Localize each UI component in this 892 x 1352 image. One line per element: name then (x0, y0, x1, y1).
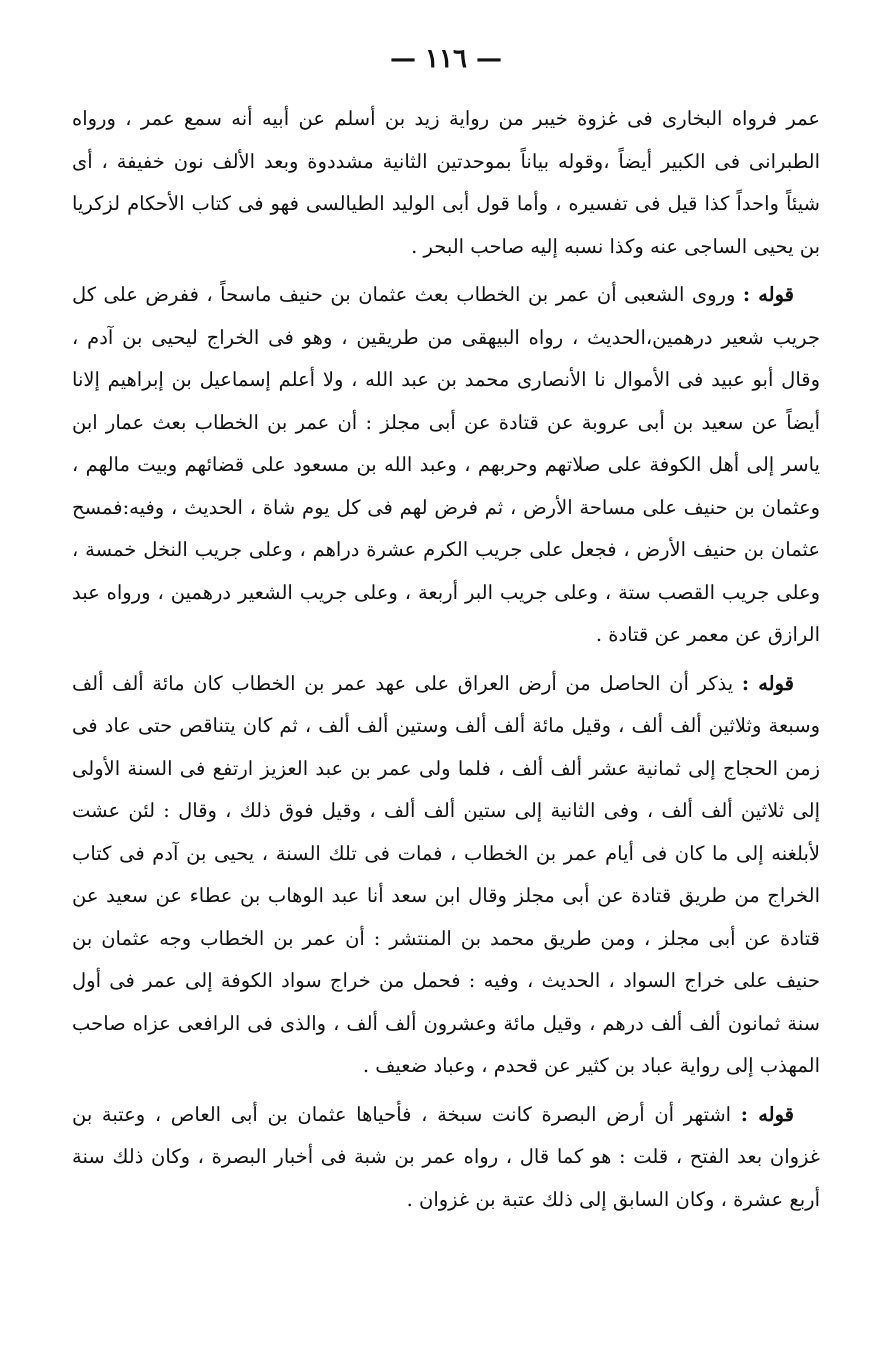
paragraph-2-lead: قوله : (742, 283, 794, 306)
page-number: — ١١٦ — (389, 44, 503, 74)
paragraph-4 (72, 1094, 820, 1222)
paragraph-2-text: وروى الشعبى أن عمر بن الخطاب بعث عثمان بن حنيف ماسحاً ، ففرض على كل جريب شعير درهمين،الحديث ، رواه البيهقى من طريقين ، وهو فى الخراج ليحيى بن آدم ، وقال أبو عبيد فى الأموال نا الأنصارى محمد بن عبد الله ، ولا أعلم إسماعيل بن إبراهيم إلانا أيضاً عن سعيد بن أبى عروبة عن قتادة عن أبى مجلز : أن عمر بن الخطاب بعث عمار ابن ياسر إلى أهل الكوفة على صلاتهم وحربهم ، وعبد الله بن مسعود على قضائهم وبيت مالهم ، وعثمان بن حنيف على مساحة الأرض ، ثم فرض لهم فى كل يوم شاة ، الحديث ، وفيه:فمسح عثمان بن حنيف الأرض ، فجعل على جريب الكرم عشرة دراهم ، وعلى جريب النخل خمسة ، وعلى جريب القصب ستة ، وعلى جريب البر أربعة ، وعلى جريب الشعير درهمين ، ورواه عبد الرازق عن معمر عن قتادة . (72, 283, 820, 646)
document-body (72, 98, 820, 1221)
paragraph-3 (72, 663, 820, 1088)
paragraph-2 (72, 274, 820, 657)
paragraph-3-text: يذكر أن الحاصل من أرض العراق على عهد عمر بن الخطاب كان مائة ألف ألف وسبعة وثلاثين ألف ألف ، وقيل مائة ألف ألف وستين ألف ألف ، ثم كان يتناقص حتى عاد فى زمن الحجاج إلى ثمانية عشر ألف ألف ، فلما ولى عمر بن عبد العزيز ارتفع فى السنة الأولى إلى ثلاثين ألف ألف ، وفى الثانية إلى ستين ألف ألف ، وقيل فوق ذلك ، وقال : لئن عشت لأبلغنه إلى ما كان فى أيام عمر بن الخطاب ، فمات فى تلك السنة ، يحيى بن آدم فى كتاب الخراج من طريق قتادة عن أبى مجلز وقال ابن سعد أنا عبد الوهاب بن عطاء عن سعيد عن قتادة عن أبى مجلز ، ومن طريق محمد بن المنتشر : أن عمر بن الخطاب وجه عثمان بن حنيف على خراج السواد ، الحديث ، وفيه : فحمل من خراج سواد الكوفة إلى عمر فى أول سنة ثمانون ألف ألف درهم ، وقيل مائة وعشرون ألف ألف ، والذى فى الرافعى عزاه صاحب المهذب إلى رواية عباد بن كثير عن قحدم ، وعباد ضعيف . (72, 671, 820, 1077)
paragraph-1-text: عمر فرواه البخارى فى غزوة خيبر من رواية زيد بن أسلم عن أبيه أنه سمع عمر ، ورواه الطبرانى فى الكبير أيضاً ،وقوله بياناً بموحدتين الثانية مشددوة وبعد الألف نون خفيفة ، أى شيئاً واحداً كذا قيل فى تفسيره ، وأما قول أبى الوليد الطيالسى فهو فى كتاب الأحكام لزكريا بن يحيى الساجى عنه وكذا نسبه إليه صاحب البحر . (72, 107, 820, 258)
paragraph-3-lead: قوله : (741, 671, 794, 695)
paragraph-4-text: اشتهر أن أرض البصرة كانت سبخة ، فأحياها عثمان بن أبى العاص ، وعتبة بن غزوان بعد الفتح ، قلت : هو كما قال ، رواه عمر بن شبة فى أخبار البصرة ، وكان ذلك سنة أربع عشرة ، وكان السابق إلى ذلك عتبة بن غزوان . (72, 1102, 820, 1211)
paragraph-1 (72, 98, 820, 268)
paragraph-4-lead: قوله : (740, 1102, 794, 1126)
